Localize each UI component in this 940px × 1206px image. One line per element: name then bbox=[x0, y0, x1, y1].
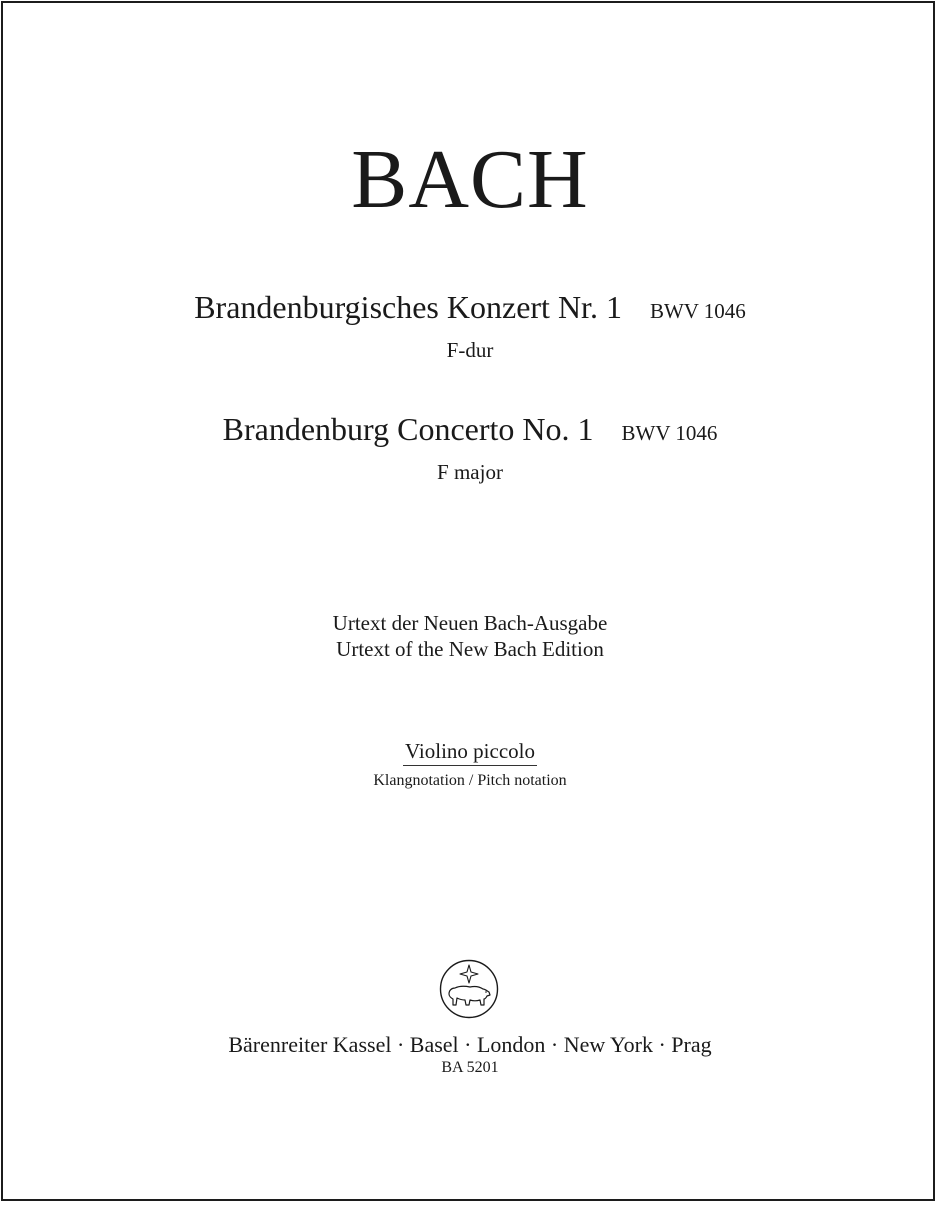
title-english-text: Brandenburg Concerto No. 1 bbox=[222, 411, 594, 447]
edition-english: Urtext of the New Bach Edition bbox=[336, 637, 604, 661]
baerenreiter-bear-star-logo-icon bbox=[439, 959, 499, 1019]
title-german bbox=[0, 291, 940, 323]
notation-note: Klangnotation / Pitch notation bbox=[373, 772, 567, 789]
key-german: F-dur bbox=[446, 338, 494, 362]
title-english bbox=[0, 413, 940, 445]
title-german-text: Brandenburgisches Konzert Nr. 1 bbox=[194, 289, 622, 325]
part-name: Violino piccolo bbox=[403, 740, 537, 766]
catalog-number: BA 5201 bbox=[441, 1059, 499, 1076]
part-heading bbox=[0, 740, 940, 766]
bwv-number-english: BWV 1046 bbox=[621, 421, 718, 445]
publisher-cities: Bärenreiter Kassel · Basel · London · New York · Prag bbox=[228, 1032, 712, 1057]
key-english: F major bbox=[437, 460, 503, 484]
bwv-number-german: BWV 1046 bbox=[649, 299, 746, 323]
edition-german: Urtext der Neuen Bach-Ausgabe bbox=[332, 611, 608, 635]
composer-name: BACH bbox=[351, 133, 589, 226]
